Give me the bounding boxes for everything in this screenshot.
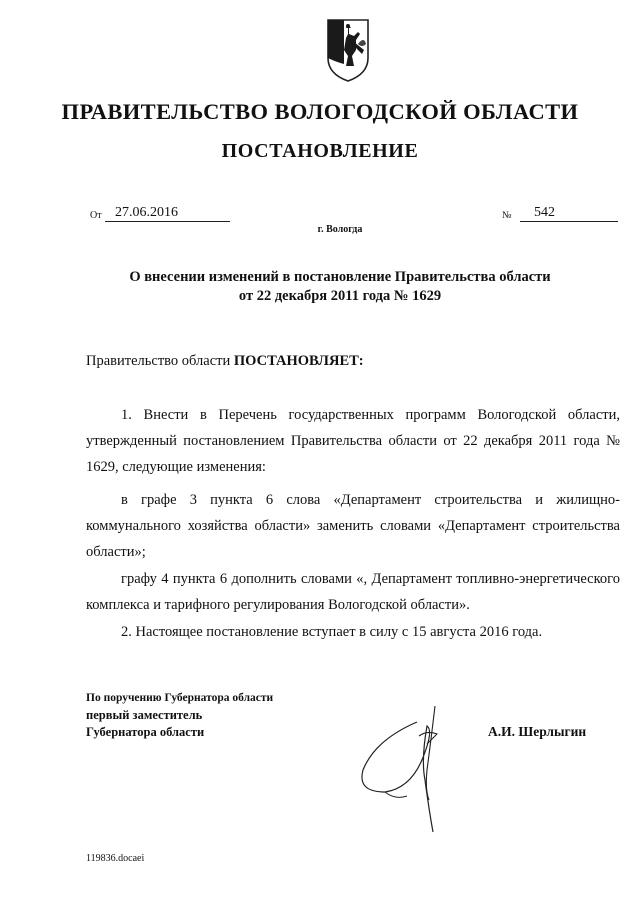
decree-word: ПОСТАНОВЛЯЕТ: (233, 353, 364, 369)
signatory-line-1: По поручению Губернатора области (86, 692, 274, 704)
signatory-name: А.И. Шерлыгин (488, 724, 587, 739)
decree-intro-text: Правительство области (86, 353, 234, 369)
decree-intro (86, 353, 364, 370)
subject-line-2: от 22 декабря 2011 года № 1629 (238, 288, 442, 304)
number-label: № (502, 210, 512, 221)
subject-line-1: О внесении изменений в постановление Правительства области (129, 269, 551, 285)
document-date: 27.06.2016 (105, 205, 230, 222)
date-label: От (90, 210, 102, 221)
paragraph-2: 2. Настоящее постановление вступает в силу с 15 августа 2016 года. (121, 624, 543, 640)
document-type-title: ПОСТАНОВЛЕНИЕ (221, 140, 419, 162)
document-subject (0, 268, 640, 306)
signatory-line-2: первый заместитель (86, 708, 203, 722)
paragraph-amendment-1: в графе 3 пункта 6 слова «Департамент строительства и жилищно-коммунального хозяйства области» заменить словами «Департамент строительства области»; (86, 492, 620, 560)
signatory-position (86, 690, 273, 741)
signatory-line-3: Губернатора области (86, 725, 205, 739)
paragraph-1: 1. Внести в Перечень государственных программ Вологодской области, утвержденный постановлением Правительства области от 22 декабря 2011 года № 1629, следующие изменения: (86, 407, 620, 475)
handwritten-signature (355, 700, 465, 840)
file-reference: 119836.docaei (86, 853, 145, 864)
document-number: 542 (520, 205, 618, 222)
organization-title: ПРАВИТЕЛЬСТВО ВОЛОГОДСКОЙ ОБЛАСТИ (61, 99, 579, 124)
paragraph-amendment-2: графу 4 пункта 6 дополнить словами «, Департамент топливно-энергетического комплекса и тарифного регулирования Вологодской области». (86, 571, 620, 613)
coat-of-arms-icon (324, 14, 372, 84)
city-label: г. Вологда (317, 224, 363, 235)
